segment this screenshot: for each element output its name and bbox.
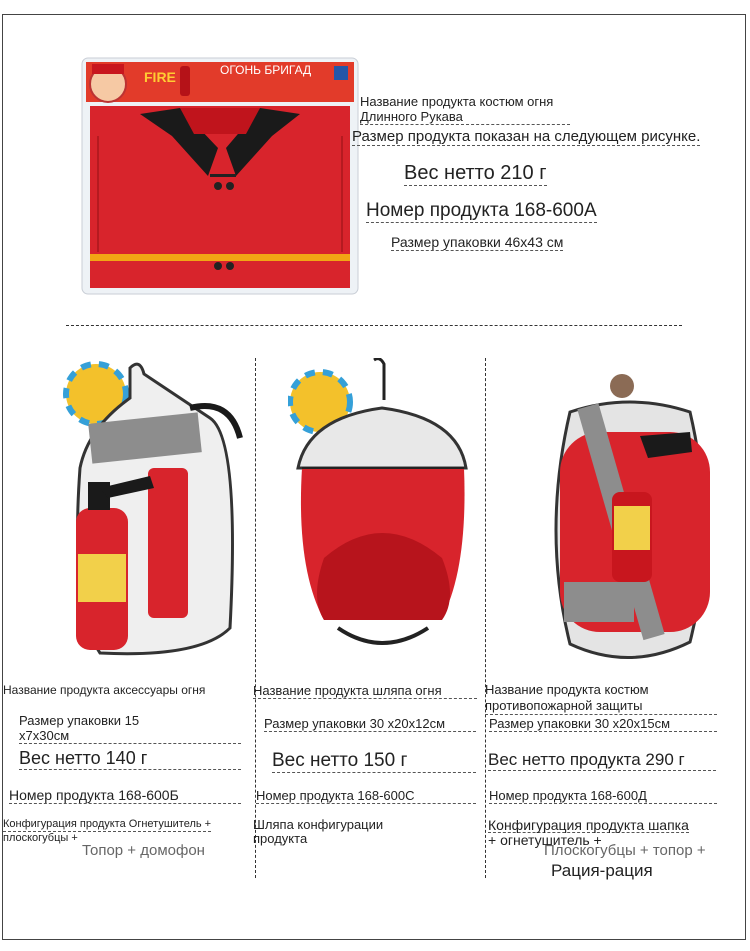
product-1-name: Название продукта аксессуары огня — [3, 683, 206, 697]
product-3-config: Конфигурация продукта шапка + огнетушитель + — [488, 817, 689, 848]
product-1-config-line-3: Топор + домофон — [82, 842, 205, 859]
product-3-config-line-4: Рация-рация — [551, 861, 653, 880]
product-2-number: Номер продукта 168-600С — [256, 788, 476, 804]
product-1-package-size: Размер упаковки 15 x7x30см — [19, 713, 241, 744]
product-3-package-size: Размер упаковки 30 x20x15см — [489, 716, 717, 732]
product-2-net-weight: Вес нетто 150 г — [272, 750, 476, 773]
product-2-config: Шляпа конфигурации продукта — [253, 817, 384, 846]
product-1-config: Конфигурация продукта Огнетушитель + плоскогубцы + — [3, 818, 212, 844]
product-3-number: Номер продукта 168-600Д — [489, 788, 717, 804]
section-divider — [66, 325, 682, 326]
product-2-name: Название продукта шляпа огня — [253, 683, 477, 699]
product-2-package-size: Размер упаковки 30 x20x12см — [264, 716, 476, 732]
helmet-photo — [288, 358, 478, 668]
product-3-name: Название продукта костюм противопожарной защиты — [485, 682, 717, 715]
main-package-size: Размер упаковки 46x43 см — [391, 234, 564, 250]
product-1-net-weight: Вес нетто 140 г — [19, 748, 241, 770]
accessories-photo — [60, 358, 250, 668]
jacket-package-photo — [80, 56, 360, 296]
svg-text:FIRE: FIRE — [144, 69, 176, 85]
main-product-name: Название продукта костюм огня Длинного Рукава — [360, 94, 570, 125]
main-net-weight: Вес нетто 210 г — [404, 162, 547, 184]
main-size-note: Размер продукта показан на следующем рисунке. — [352, 128, 701, 145]
package-brand-text: ОГОНЬ БРИГАД — [220, 63, 312, 77]
product-3-net-weight: Вес нетто продукта 290 г — [488, 750, 716, 771]
column-divider-2 — [485, 358, 486, 878]
full-set-photo — [540, 372, 720, 668]
main-product-number: Номер продукта 168-600A — [366, 200, 597, 221]
product-3-config-line-3: Плоскогубцы + топор + — [544, 842, 706, 859]
product-1-number: Номер продукта 168-600Б — [9, 787, 241, 804]
